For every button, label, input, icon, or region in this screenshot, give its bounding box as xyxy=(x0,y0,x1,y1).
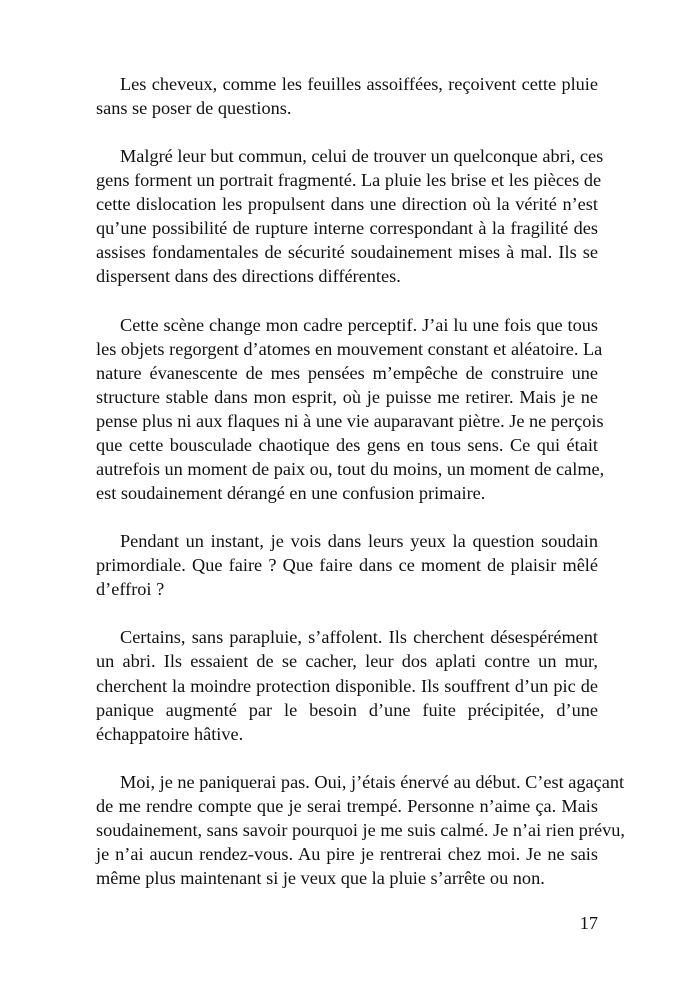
text-line: primordiale. Que faire ? Que faire dans ce moment de plaisir mêlé xyxy=(96,555,598,576)
page-body xyxy=(96,72,626,914)
text-line: échappatoire hâtive. xyxy=(96,723,244,744)
text-line: que cette bousculade chaotique des gens en tous sens. Ce qui était xyxy=(96,434,598,455)
text-line: Certains, sans parapluie, s’affolent. Ils cherchent désespérément xyxy=(120,627,598,648)
text-line: autrefois un moment de paix ou, tout du moins, un moment de calme, xyxy=(96,458,605,479)
text-line: cette dislocation les propulsent dans une direction où la vérité n’est xyxy=(96,194,598,215)
page-number: 17 xyxy=(579,913,598,933)
paragraph xyxy=(96,770,626,890)
text-line: je n’ai aucun rendez-vous. Au pire je rentrerai chez moi. Je ne sais xyxy=(96,843,598,864)
text-line: soudainement, sans savoir pourquoi je me suis calmé. Je n’ai rien prévu, xyxy=(96,819,626,840)
text-line: Malgré leur but commun, celui de trouver un quelconque abri, ces xyxy=(120,146,604,167)
text-line: Pendant un instant, je vois dans leurs yeux la question soudain xyxy=(120,531,598,552)
text-line: est soudainement dérangé en une confusion primaire. xyxy=(96,483,486,504)
text-line: gens forment un portrait fragmenté. La pluie les brise et les pièces de xyxy=(96,170,602,191)
paragraph xyxy=(96,529,598,601)
text-line: Les cheveux, comme les feuilles assoiffées, reçoivent cette pluie xyxy=(120,74,598,94)
text-line: un abri. Ils essaient de se cacher, leur dos aplati contre un mur, xyxy=(96,651,598,672)
text-line: structure stable dans mon esprit, où je puisse me retirer. Mais je ne xyxy=(96,386,598,407)
text-line: Cette scène change mon cadre perceptif. J’ai lu une fois que tous xyxy=(120,314,598,335)
paragraph xyxy=(96,313,605,506)
text-line: Moi, je ne paniquerai pas. Oui, j’étais énervé au début. C’est agaçant xyxy=(120,771,625,792)
text-line: d’effroi ? xyxy=(96,579,165,600)
paragraph xyxy=(96,144,604,288)
text-line: même plus maintenant si je veux que la pluie s’arrête ou non. xyxy=(96,867,545,888)
text-line: sans se poser de questions. xyxy=(96,98,292,119)
text-line: qu’une possibilité de rupture interne correspondant à la fragilité des xyxy=(96,218,598,239)
text-line: assises fondamentales de sécurité soudainement mises à mal. Ils se xyxy=(96,242,598,263)
text-line: nature évanescente de mes pensées m’empêche de construire une xyxy=(96,362,598,383)
text-line: les objets regorgent d’atomes en mouvement constant et aléatoire. La xyxy=(96,338,603,359)
text-line: pense plus ni aux flaques ni à une vie auparavant piètre. Je ne perçois xyxy=(96,410,604,431)
text-line: dispersent dans des directions différentes. xyxy=(96,266,401,287)
text-line: de me rendre compte que je serai trempé. Personne n’aime ça. Mais xyxy=(96,795,598,816)
text-line: panique augmenté par le besoin d’une fuite précipitée, d’une xyxy=(96,699,598,720)
text-line: cherchent la moindre protection disponible. Ils souffrent d’un pic de xyxy=(96,675,598,696)
paragraph xyxy=(96,72,598,120)
paragraph xyxy=(96,625,598,745)
